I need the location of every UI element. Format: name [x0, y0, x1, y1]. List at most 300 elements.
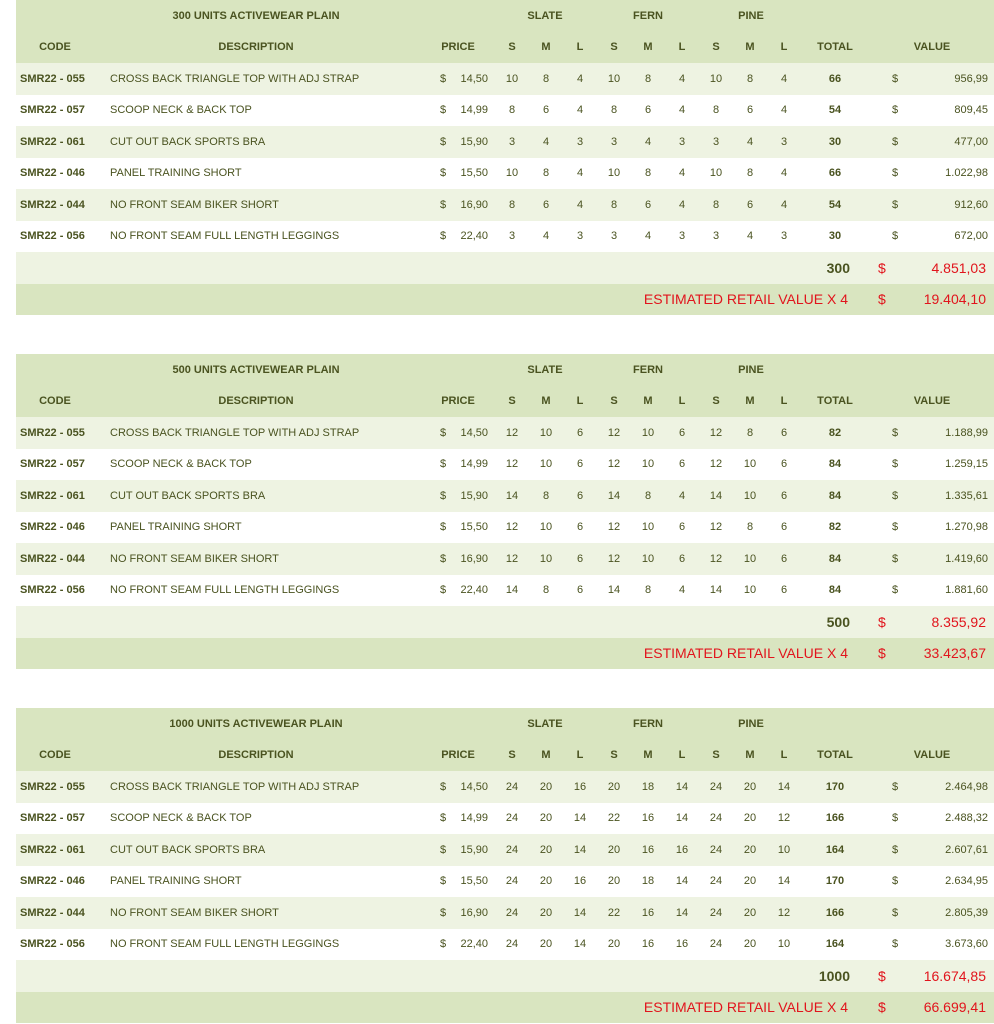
- size-quantity: 8: [610, 104, 618, 117]
- row-value: 2.805,39: [945, 906, 988, 919]
- color-group-header: PINE: [738, 363, 764, 376]
- unit-price: 14,50: [460, 780, 488, 793]
- size-quantity: 3: [780, 135, 788, 148]
- size-header: L: [678, 41, 686, 54]
- table-row: [16, 63, 994, 95]
- table-row: [16, 803, 994, 835]
- estimated-retail-label: ESTIMATED RETAIL VALUE X 4: [643, 645, 848, 662]
- size-quantity: 14: [573, 906, 587, 919]
- price-header: PRICE: [441, 395, 475, 408]
- size-quantity: 8: [644, 584, 652, 597]
- size-quantity: 12: [607, 521, 621, 534]
- sum-currency: $: [878, 259, 886, 276]
- size-quantity: 8: [644, 489, 652, 502]
- table-title-row: [16, 708, 994, 740]
- price-currency: $: [440, 552, 447, 565]
- size-quantity: 10: [505, 72, 519, 85]
- total-header: TOTAL: [817, 41, 853, 54]
- value-currency: $: [892, 72, 899, 85]
- row-value: 1.259,15: [945, 458, 988, 471]
- size-header: M: [541, 749, 551, 762]
- value-currency: $: [892, 780, 899, 793]
- price-table: [16, 708, 994, 1023]
- row-total: 166: [825, 812, 845, 825]
- size-quantity: 8: [712, 104, 720, 117]
- unit-price: 16,90: [460, 906, 488, 919]
- estimated-retail-row: [16, 284, 994, 316]
- row-total: 164: [825, 938, 845, 951]
- size-header: L: [576, 749, 584, 762]
- unit-price: 16,90: [460, 552, 488, 565]
- size-header: L: [678, 749, 686, 762]
- product-description: CROSS BACK TRIANGLE TOP WITH ADJ STRAP: [110, 780, 360, 793]
- row-total: 82: [828, 426, 842, 439]
- product-code: SMR22 - 057: [20, 458, 85, 471]
- sum-value: 8.355,92: [931, 613, 986, 630]
- size-quantity: 12: [709, 426, 723, 439]
- product-description: NO FRONT SEAM FULL LENGTH LEGGINGS: [110, 938, 340, 951]
- size-header: M: [541, 41, 551, 54]
- size-header: L: [678, 395, 686, 408]
- unit-price: 14,50: [460, 72, 488, 85]
- price-currency: $: [440, 780, 447, 793]
- estimated-retail-row: [16, 992, 994, 1024]
- value-currency: $: [892, 135, 899, 148]
- size-quantity: 3: [610, 230, 618, 243]
- value-currency: $: [892, 938, 899, 951]
- description-header: DESCRIPTION: [218, 395, 294, 408]
- product-code: SMR22 - 044: [20, 906, 85, 919]
- size-quantity: 4: [542, 230, 550, 243]
- size-quantity: 4: [780, 72, 788, 85]
- size-quantity: 18: [641, 875, 655, 888]
- size-quantity: 10: [539, 521, 553, 534]
- unit-price: 15,50: [460, 875, 488, 888]
- product-description: SCOOP NECK & BACK TOP: [110, 812, 252, 825]
- size-quantity: 6: [576, 521, 584, 534]
- size-header: S: [610, 749, 618, 762]
- description-header: DESCRIPTION: [218, 749, 294, 762]
- product-code: SMR22 - 061: [20, 135, 85, 148]
- sum-total: 1000: [818, 967, 850, 984]
- size-header: M: [745, 749, 755, 762]
- table-row: [16, 897, 994, 929]
- size-quantity: 20: [743, 843, 757, 856]
- size-quantity: 3: [712, 135, 720, 148]
- size-quantity: 24: [709, 906, 723, 919]
- estimated-retail-value: 33.423,67: [923, 645, 986, 662]
- size-quantity: 24: [505, 843, 519, 856]
- value-header: VALUE: [913, 41, 951, 54]
- size-quantity: 6: [576, 552, 584, 565]
- size-quantity: 20: [539, 938, 553, 951]
- color-group-header: FERN: [633, 717, 663, 730]
- size-quantity: 6: [678, 426, 686, 439]
- size-quantity: 4: [644, 230, 652, 243]
- color-group-header: SLATE: [527, 9, 563, 22]
- size-quantity: 4: [644, 135, 652, 148]
- size-quantity: 3: [712, 230, 720, 243]
- size-quantity: 6: [576, 584, 584, 597]
- size-quantity: 8: [746, 167, 754, 180]
- row-total: 84: [828, 489, 842, 502]
- size-quantity: 10: [743, 584, 757, 597]
- row-total: 30: [828, 230, 842, 243]
- size-quantity: 4: [678, 167, 686, 180]
- size-quantity: 12: [505, 426, 519, 439]
- row-total: 30: [828, 135, 842, 148]
- value-currency: $: [892, 198, 899, 211]
- size-quantity: 4: [780, 198, 788, 211]
- value-currency: $: [892, 426, 899, 439]
- row-value: 1.022,98: [945, 167, 988, 180]
- description-header: DESCRIPTION: [218, 41, 294, 54]
- value-currency: $: [892, 104, 899, 117]
- row-value: 672,00: [954, 230, 988, 243]
- size-quantity: 6: [542, 198, 550, 211]
- product-code: SMR22 - 057: [20, 104, 85, 117]
- size-quantity: 10: [539, 552, 553, 565]
- unit-price: 14,99: [460, 458, 488, 471]
- size-quantity: 12: [709, 552, 723, 565]
- price-currency: $: [440, 135, 447, 148]
- value-currency: $: [892, 906, 899, 919]
- size-quantity: 20: [539, 906, 553, 919]
- total-header: TOTAL: [817, 749, 853, 762]
- row-value: 477,00: [954, 135, 988, 148]
- size-quantity: 8: [746, 521, 754, 534]
- size-quantity: 14: [777, 875, 791, 888]
- size-quantity: 20: [539, 780, 553, 793]
- sum-total: 500: [826, 613, 850, 630]
- size-quantity: 3: [576, 135, 584, 148]
- product-code: SMR22 - 056: [20, 938, 85, 951]
- total-header: TOTAL: [817, 395, 853, 408]
- size-quantity: 24: [505, 938, 519, 951]
- size-header: M: [643, 395, 653, 408]
- size-quantity: 14: [709, 489, 723, 502]
- product-description: CUT OUT BACK SPORTS BRA: [110, 843, 266, 856]
- product-code: SMR22 - 046: [20, 521, 85, 534]
- size-quantity: 12: [505, 458, 519, 471]
- size-quantity: 16: [641, 906, 655, 919]
- size-header: S: [508, 749, 516, 762]
- size-quantity: 8: [508, 198, 516, 211]
- size-quantity: 16: [641, 938, 655, 951]
- size-quantity: 20: [539, 812, 553, 825]
- size-header: S: [610, 41, 618, 54]
- size-quantity: 14: [573, 938, 587, 951]
- size-quantity: 8: [712, 198, 720, 211]
- row-total: 84: [828, 584, 842, 597]
- size-quantity: 20: [743, 780, 757, 793]
- size-quantity: 20: [743, 938, 757, 951]
- table-row: [16, 417, 994, 449]
- product-code: SMR22 - 061: [20, 489, 85, 502]
- size-quantity: 6: [576, 489, 584, 502]
- price-currency: $: [440, 104, 447, 117]
- size-header: S: [712, 395, 720, 408]
- value-currency: $: [892, 521, 899, 534]
- size-quantity: 16: [675, 843, 689, 856]
- product-description: CROSS BACK TRIANGLE TOP WITH ADJ STRAP: [110, 426, 360, 439]
- size-header: M: [745, 41, 755, 54]
- size-quantity: 12: [709, 521, 723, 534]
- unit-price: 22,40: [460, 938, 488, 951]
- row-total: 84: [828, 458, 842, 471]
- size-quantity: 16: [675, 938, 689, 951]
- row-value: 2.607,61: [945, 843, 988, 856]
- price-header: PRICE: [441, 749, 475, 762]
- size-quantity: 6: [780, 489, 788, 502]
- size-quantity: 24: [505, 780, 519, 793]
- product-description: SCOOP NECK & BACK TOP: [110, 104, 252, 117]
- row-total: 166: [825, 906, 845, 919]
- size-quantity: 10: [539, 458, 553, 471]
- table-row: [16, 189, 994, 221]
- product-description: PANEL TRAINING SHORT: [110, 875, 242, 888]
- size-quantity: 6: [746, 198, 754, 211]
- product-description: CUT OUT BACK SPORTS BRA: [110, 489, 266, 502]
- size-quantity: 12: [709, 458, 723, 471]
- price-currency: $: [440, 584, 447, 597]
- table-row: [16, 575, 994, 607]
- row-total: 66: [828, 72, 842, 85]
- estimated-retail-label: ESTIMATED RETAIL VALUE X 4: [643, 291, 848, 308]
- table-title-row: [16, 354, 994, 386]
- table-row: [16, 449, 994, 481]
- size-quantity: 6: [576, 458, 584, 471]
- size-quantity: 4: [678, 489, 686, 502]
- unit-price: 14,99: [460, 812, 488, 825]
- size-quantity: 10: [777, 938, 791, 951]
- price-currency: $: [440, 198, 447, 211]
- size-header: S: [712, 41, 720, 54]
- size-quantity: 4: [678, 104, 686, 117]
- column-header-row: [16, 386, 994, 418]
- row-total: 84: [828, 552, 842, 565]
- size-quantity: 16: [573, 875, 587, 888]
- size-header: L: [780, 41, 788, 54]
- size-header: S: [508, 41, 516, 54]
- value-currency: $: [892, 230, 899, 243]
- row-total: 54: [828, 104, 842, 117]
- estimated-retail-row: [16, 638, 994, 670]
- size-header: M: [745, 395, 755, 408]
- value-currency: $: [892, 458, 899, 471]
- size-quantity: 6: [678, 458, 686, 471]
- color-group-header: FERN: [633, 363, 663, 376]
- size-quantity: 12: [777, 906, 791, 919]
- size-quantity: 10: [607, 72, 621, 85]
- size-quantity: 10: [607, 167, 621, 180]
- size-quantity: 4: [780, 167, 788, 180]
- product-description: SCOOP NECK & BACK TOP: [110, 458, 252, 471]
- size-quantity: 14: [573, 843, 587, 856]
- price-currency: $: [440, 458, 447, 471]
- table-row: [16, 95, 994, 127]
- size-header: M: [643, 749, 653, 762]
- size-quantity: 4: [746, 230, 754, 243]
- size-quantity: 18: [641, 780, 655, 793]
- product-code: SMR22 - 046: [20, 167, 85, 180]
- product-code: SMR22 - 056: [20, 230, 85, 243]
- color-group-header: PINE: [738, 717, 764, 730]
- table-row: [16, 866, 994, 898]
- row-value: 1.419,60: [945, 552, 988, 565]
- size-quantity: 12: [607, 426, 621, 439]
- product-code: SMR22 - 046: [20, 875, 85, 888]
- value-currency: $: [892, 812, 899, 825]
- unit-price: 15,90: [460, 843, 488, 856]
- size-quantity: 4: [678, 72, 686, 85]
- size-quantity: 12: [607, 552, 621, 565]
- size-quantity: 6: [780, 426, 788, 439]
- size-quantity: 10: [709, 72, 723, 85]
- size-quantity: 3: [508, 230, 516, 243]
- sum-row: [16, 606, 994, 638]
- unit-price: 15,90: [460, 135, 488, 148]
- size-quantity: 12: [607, 458, 621, 471]
- sum-row: [16, 252, 994, 284]
- price-currency: $: [440, 230, 447, 243]
- size-quantity: 20: [607, 843, 621, 856]
- size-quantity: 24: [709, 843, 723, 856]
- code-header: CODE: [39, 395, 71, 408]
- table-title-row: [16, 0, 994, 32]
- estimated-currency: $: [878, 291, 886, 308]
- estimated-retail-label: ESTIMATED RETAIL VALUE X 4: [643, 999, 848, 1016]
- sum-total: 300: [826, 259, 850, 276]
- size-quantity: 24: [709, 812, 723, 825]
- color-group-header: SLATE: [527, 363, 563, 376]
- price-currency: $: [440, 906, 447, 919]
- row-value: 3.673,60: [945, 938, 988, 951]
- size-quantity: 4: [678, 584, 686, 597]
- size-quantity: 10: [743, 489, 757, 502]
- table-row: [16, 929, 994, 961]
- size-quantity: 10: [539, 426, 553, 439]
- size-quantity: 20: [743, 812, 757, 825]
- size-quantity: 4: [576, 104, 584, 117]
- size-header: S: [508, 395, 516, 408]
- product-description: CROSS BACK TRIANGLE TOP WITH ADJ STRAP: [110, 72, 360, 85]
- size-quantity: 10: [641, 552, 655, 565]
- size-header: L: [576, 395, 584, 408]
- row-total: 170: [825, 780, 845, 793]
- size-quantity: 14: [709, 584, 723, 597]
- value-currency: $: [892, 167, 899, 180]
- size-quantity: 4: [576, 198, 584, 211]
- estimated-retail-value: 19.404,10: [923, 291, 986, 308]
- size-quantity: 12: [505, 552, 519, 565]
- size-quantity: 4: [746, 135, 754, 148]
- size-quantity: 3: [678, 230, 686, 243]
- table-title: 1000 UNITS ACTIVEWEAR PLAIN: [169, 717, 343, 730]
- table-row: [16, 771, 994, 803]
- product-description: NO FRONT SEAM BIKER SHORT: [110, 906, 279, 919]
- price-currency: $: [440, 521, 447, 534]
- price-currency: $: [440, 843, 447, 856]
- table-row: [16, 543, 994, 575]
- row-value: 912,60: [954, 198, 988, 211]
- row-value: 2.634,95: [945, 875, 988, 888]
- row-value: 2.488,32: [945, 812, 988, 825]
- size-header: L: [576, 41, 584, 54]
- size-quantity: 10: [641, 521, 655, 534]
- price-currency: $: [440, 875, 447, 888]
- product-code: SMR22 - 055: [20, 72, 85, 85]
- size-header: S: [712, 749, 720, 762]
- code-header: CODE: [39, 41, 71, 54]
- price-header: PRICE: [441, 41, 475, 54]
- product-description: NO FRONT SEAM BIKER SHORT: [110, 552, 279, 565]
- estimated-currency: $: [878, 999, 886, 1016]
- size-quantity: 6: [780, 552, 788, 565]
- size-quantity: 10: [743, 552, 757, 565]
- product-code: SMR22 - 061: [20, 843, 85, 856]
- size-quantity: 10: [743, 458, 757, 471]
- size-quantity: 14: [607, 489, 621, 502]
- color-group-header: PINE: [738, 9, 764, 22]
- price-currency: $: [440, 72, 447, 85]
- size-quantity: 22: [607, 812, 621, 825]
- price-currency: $: [440, 167, 447, 180]
- size-quantity: 20: [607, 875, 621, 888]
- size-quantity: 4: [576, 167, 584, 180]
- row-value: 809,45: [954, 104, 988, 117]
- table-row: [16, 512, 994, 544]
- size-quantity: 24: [505, 875, 519, 888]
- value-currency: $: [892, 843, 899, 856]
- size-quantity: 4: [576, 72, 584, 85]
- unit-price: 22,40: [460, 230, 488, 243]
- size-quantity: 22: [607, 906, 621, 919]
- size-quantity: 3: [508, 135, 516, 148]
- size-quantity: 6: [746, 104, 754, 117]
- product-code: SMR22 - 055: [20, 426, 85, 439]
- column-header-row: [16, 740, 994, 772]
- size-header: M: [541, 395, 551, 408]
- sum-currency: $: [878, 613, 886, 630]
- size-quantity: 20: [743, 875, 757, 888]
- size-quantity: 16: [641, 843, 655, 856]
- value-header: VALUE: [913, 395, 951, 408]
- size-quantity: 8: [746, 426, 754, 439]
- size-quantity: 6: [644, 198, 652, 211]
- size-quantity: 20: [607, 938, 621, 951]
- size-quantity: 14: [675, 812, 689, 825]
- row-total: 54: [828, 198, 842, 211]
- size-quantity: 6: [542, 104, 550, 117]
- sum-value: 16.674,85: [923, 967, 986, 984]
- size-quantity: 12: [777, 812, 791, 825]
- size-quantity: 6: [780, 584, 788, 597]
- product-code: SMR22 - 055: [20, 780, 85, 793]
- table-row: [16, 126, 994, 158]
- size-quantity: 16: [573, 780, 587, 793]
- size-quantity: 20: [607, 780, 621, 793]
- unit-price: 16,90: [460, 198, 488, 211]
- sum-row: [16, 960, 994, 992]
- product-description: PANEL TRAINING SHORT: [110, 167, 242, 180]
- row-value: 1.270,98: [945, 521, 988, 534]
- sum-currency: $: [878, 967, 886, 984]
- size-quantity: 3: [780, 230, 788, 243]
- size-quantity: 8: [610, 198, 618, 211]
- product-description: NO FRONT SEAM FULL LENGTH LEGGINGS: [110, 584, 340, 597]
- size-quantity: 10: [505, 167, 519, 180]
